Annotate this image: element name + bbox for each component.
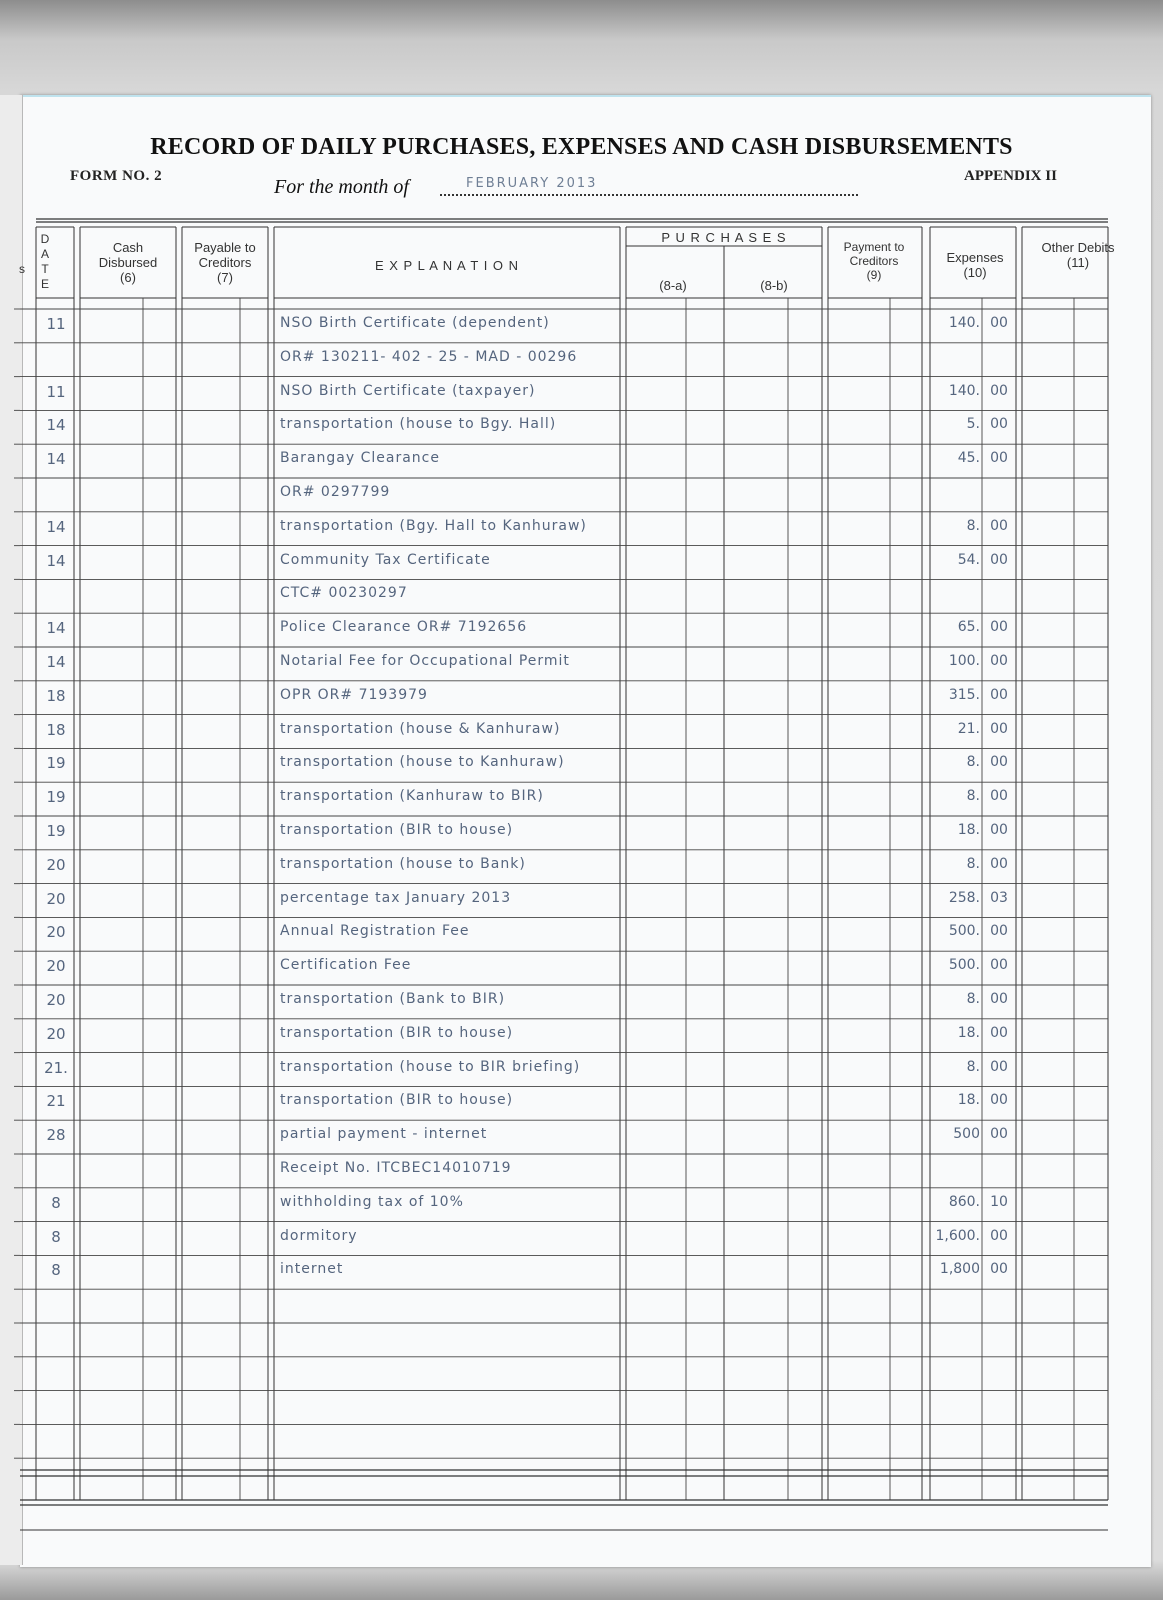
row-date: 14 [46, 653, 66, 671]
row-expense-pesos: 1,800 [939, 1261, 980, 1278]
row-expense-pesos: 100. [948, 653, 980, 669]
row-date: 14 [46, 416, 66, 435]
row-explanation: OR# 0297799 [280, 484, 391, 500]
date-header-letter: D [40, 232, 50, 246]
row-date: 19 [46, 822, 66, 840]
row-expense-cents: 00 [990, 517, 1008, 534]
expenses-label: Expenses [946, 250, 1004, 265]
row-date: 20 [46, 923, 66, 942]
row-explanation: transportation (Bgy. Hall to Kanhuraw) [280, 517, 587, 534]
row-explanation: dormitory [280, 1227, 358, 1244]
date-header [38, 232, 52, 292]
row-date: 14 [46, 619, 66, 638]
month-value: FEBRUARY 2013 [466, 176, 598, 191]
row-expense-cents: 00 [990, 1227, 1008, 1244]
row-date: 20 [46, 957, 66, 976]
row-explanation: percentage tax January 2013 [280, 889, 512, 906]
row-expense-cents: 00 [990, 957, 1008, 974]
row-expense-pesos: 140. [948, 315, 980, 331]
cash-disbursed-label: Cash Disbursed [98, 240, 158, 270]
expenses-header [930, 250, 1020, 280]
row-explanation: transportation (Bank to BIR) [280, 991, 506, 1007]
row-date: 19 [46, 788, 66, 807]
row-expense-cents: 00 [990, 1058, 1008, 1075]
row-expense-cents: 00 [990, 1024, 1008, 1041]
explanation-header: E X P L A N A T I O N [374, 258, 520, 273]
row-date: 20 [46, 855, 66, 874]
payable-number: (7) [217, 270, 233, 285]
row-date: 21. [44, 1058, 68, 1077]
row-expense-pesos: 140. [948, 382, 980, 399]
row-expense-cents: 00 [990, 1261, 1008, 1278]
row-expense-cents: 00 [990, 754, 1008, 771]
row-expense-pesos: 8. [966, 991, 980, 1007]
date-header-letter: E [40, 277, 49, 291]
row-explanation: Receipt No. ITCBEC14010719 [280, 1160, 512, 1176]
row-expense-cents: 00 [990, 686, 1008, 703]
row-explanation: transportation (house to Bgy. Hall) [280, 416, 557, 433]
row-expense-cents: 00 [990, 653, 1008, 669]
other-debits-number: (11) [1066, 255, 1090, 270]
payment-to-creditors-header [828, 240, 920, 282]
payment-label: Payment to Creditors [843, 240, 905, 268]
row-expense-cents: 10 [990, 1193, 1008, 1210]
payment-number: (9) [866, 268, 882, 282]
row-expense-cents: 00 [990, 551, 1008, 568]
row-expense-pesos: 8. [966, 788, 980, 805]
row-expense-cents: 00 [990, 991, 1008, 1007]
row-date: 20 [46, 1024, 66, 1043]
margin-s-label: s [19, 262, 25, 276]
cash-disbursed-header [86, 240, 170, 285]
row-explanation: Notarial Fee for Occupational Permit [280, 653, 570, 669]
month-fill-line [440, 194, 858, 196]
row-expense-cents: 00 [990, 382, 1008, 399]
row-explanation: transportation (Kanhuraw to BIR) [280, 788, 544, 805]
date-header-letter: T [41, 262, 49, 276]
row-explanation: Annual Registration Fee [280, 923, 470, 940]
row-explanation: transportation (BIR to house) [280, 1024, 514, 1041]
row-explanation: NSO Birth Certificate (dependent) [280, 315, 550, 331]
row-expense-pesos: 65. [957, 619, 980, 636]
row-expense-pesos: 258. [948, 889, 980, 906]
row-expense-cents: 00 [990, 923, 1008, 940]
row-date: 14 [46, 450, 66, 469]
row-expense-cents: 00 [990, 416, 1008, 433]
row-expense-pesos: 18. [957, 1024, 980, 1041]
row-expense-cents: 00 [990, 619, 1008, 636]
row-date: 19 [46, 754, 66, 773]
row-expense-cents: 03 [990, 889, 1008, 906]
row-date: 8 [51, 1261, 61, 1280]
row-expense-pesos: 45. [957, 450, 980, 467]
month-label: For the month of [274, 176, 409, 198]
row-expense-pesos: 500. [948, 957, 980, 974]
row-date: 8 [51, 1193, 61, 1212]
row-explanation: CTC# 00230297 [280, 585, 408, 602]
row-date: 8 [51, 1227, 61, 1246]
row-expense-pesos: 8. [966, 754, 980, 771]
other-debits-label: Other Debits [1041, 240, 1115, 255]
row-explanation: transportation (BIR to house) [280, 1092, 514, 1109]
purchases-8a-header: (8-a) [659, 278, 687, 293]
row-expense-cents: 00 [990, 450, 1008, 467]
row-expense-pesos: 8. [966, 855, 980, 872]
row-explanation: transportation (house to Kanhuraw) [280, 754, 565, 771]
row-explanation: partial payment - internet [280, 1126, 488, 1143]
row-explanation: OR# 130211- 402 - 25 - MAD - 00296 [280, 348, 578, 365]
row-expense-pesos: 8. [966, 1058, 980, 1075]
row-explanation: internet [280, 1261, 344, 1278]
row-explanation: transportation (house to BIR briefing) [280, 1058, 581, 1075]
date-header-letter: A [40, 247, 49, 261]
row-expense-pesos: 500 [953, 1126, 980, 1143]
row-expense-pesos: 5. [966, 416, 980, 433]
form-number: FORM NO. 2 [70, 168, 163, 184]
expenses-number: (10) [963, 265, 987, 280]
appendix-label: APPENDIX II [964, 168, 1057, 184]
row-date: 18 [46, 686, 66, 705]
row-date: 14 [46, 517, 66, 536]
purchases-header: P U R C H A S E S [661, 230, 787, 245]
other-debits-header [1040, 240, 1116, 270]
cash-disbursed-number: (6) [120, 270, 136, 285]
row-date: 18 [46, 720, 66, 739]
row-expense-cents: 00 [990, 1126, 1008, 1143]
row-expense-pesos: 315. [948, 686, 980, 703]
row-explanation: NSO Birth Certificate (taxpayer) [280, 382, 536, 399]
row-expense-pesos: 54. [957, 551, 980, 568]
row-explanation: Police Clearance OR# 7192656 [280, 619, 528, 636]
row-explanation: Certification Fee [280, 957, 412, 974]
row-explanation: transportation (house to Bank) [280, 855, 526, 872]
row-explanation: Community Tax Certificate [280, 551, 491, 568]
row-expense-pesos: 18. [957, 822, 980, 838]
row-date: 20 [46, 889, 66, 908]
row-explanation: transportation (house & Kanhuraw) [280, 720, 561, 737]
purchases-8b-header: (8-b) [760, 278, 788, 293]
row-explanation: OPR OR# 7193979 [280, 686, 428, 703]
row-date: 14 [46, 551, 66, 570]
row-explanation: transportation (BIR to house) [280, 822, 514, 838]
form-title: RECORD OF DAILY PURCHASES, EXPENSES AND CASH DISBURSEMENTS [150, 134, 1013, 160]
row-expense-cents: 00 [990, 822, 1008, 838]
row-date: 11 [46, 315, 66, 333]
row-expense-pesos: 21. [957, 720, 980, 737]
row-expense-pesos: 860. [948, 1193, 980, 1210]
row-date: 20 [46, 991, 66, 1009]
row-expense-cents: 00 [990, 1092, 1008, 1109]
row-expense-pesos: 1,600. [935, 1227, 980, 1244]
row-explanation: withholding tax of 10% [280, 1193, 464, 1210]
payable-label: Payable to Creditors [194, 240, 256, 270]
row-expense-cents: 00 [990, 720, 1008, 737]
row-expense-pesos: 500. [948, 923, 980, 940]
row-expense-pesos: 8. [966, 517, 980, 534]
row-expense-cents: 00 [990, 315, 1008, 331]
row-expense-cents: 00 [990, 855, 1008, 872]
row-expense-pesos: 18. [957, 1092, 980, 1109]
row-date: 21 [46, 1092, 66, 1111]
payable-header [182, 240, 268, 285]
row-explanation: Barangay Clearance [280, 450, 440, 467]
row-date: 11 [46, 382, 66, 401]
row-date: 28 [46, 1126, 66, 1145]
row-expense-cents: 00 [990, 788, 1008, 805]
